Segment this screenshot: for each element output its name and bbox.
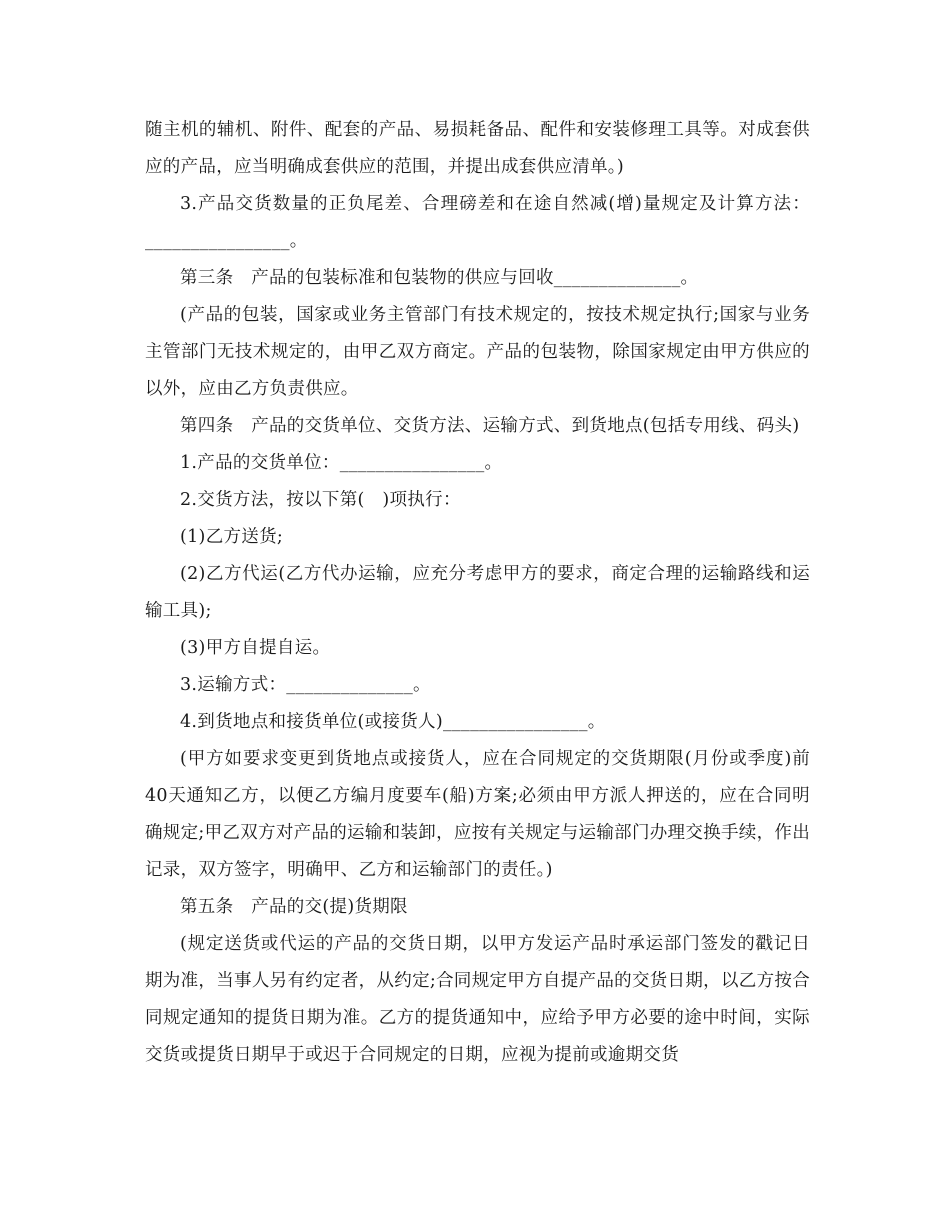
paragraph: 4.到货地点和接货单位(或接货人)________________。 (180, 712, 606, 732)
document-body (145, 112, 810, 1074)
paragraph: 1.产品的交货单位：________________。 (180, 453, 503, 473)
paragraph: (规定送货或代运的产品的交货日期，以甲方发运产品时承运部门签发的戳记日期为准，当事人另有约定者，从约定;合同规定甲方自提产品的交货日期，以乙方按合同规定通知的提货日期为准。乙方的提货通知中，应给予甲方必要的途中时间，实际交货或提货日期早于或迟于合同规定的日期，应视为提前或逾期交货 (145, 934, 810, 1065)
paragraph: 2.交货方法，按以下第( )项执行： (180, 490, 461, 510)
paragraph: (甲方如要求变更到货地点或接货人，应在合同规定的交货期限(月份或季度)前40天通知乙方，以便乙方编月度要车(船)方案;必须由甲方派人押送的，应在合同明确规定;甲乙双方对产品的运输和装卸，应按有关规定与运输部门办理交换手续，作出记录，双方签字，明确甲、乙方和运输部门的责任。) (145, 749, 810, 880)
list-item: (3)甲方自提自运。 (180, 638, 331, 658)
list-item: (1)乙方送货; (180, 527, 284, 547)
paragraph: 3.产品交货数量的正负尾差、合理磅差和在途自然减(增)量规定及计算方法：________________。 (145, 194, 810, 251)
paragraph: 随主机的辅机、附件、配套的产品、易损耗备品、配件和安装修理工具等。对成套供应的产品，应当明确成套供应的范围，并提出成套供应清单。) (145, 120, 810, 177)
section-heading: 第五条 产品的交(提)货期限 (180, 897, 408, 917)
paragraph: (产品的包装，国家或业务主管部门有技术规定的，按技术规定执行;国家与业务主管部门无技术规定的，由甲乙双方商定。产品的包装物，除国家规定由甲方供应的以外，应由乙方负责供应。 (145, 305, 810, 399)
list-item: (2)乙方代运(乙方代办运输，应充分考虑甲方的要求，商定合理的运输路线和运输工具); (145, 564, 810, 621)
paragraph: 3.运输方式：______________。 (180, 675, 431, 695)
section-heading: 第三条 产品的包装标准和包装物的供应与回收______________。 (180, 268, 699, 288)
section-heading: 第四条 产品的交货单位、交货方法、运输方式、到货地点(包括专用线、码头) (180, 416, 800, 436)
